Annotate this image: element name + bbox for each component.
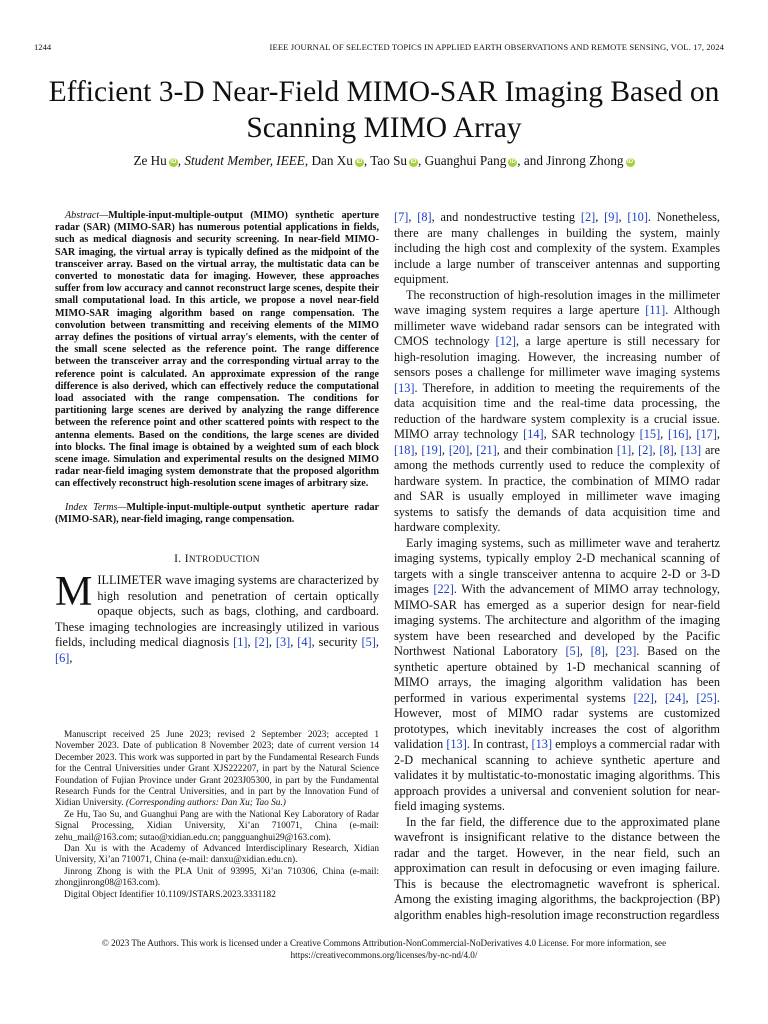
abstract [55, 210, 379, 491]
footnote-affiliation: Jinrong Zhong is with the PLA Unit of 93995, Xi’an 710306, China (e-mail: zhongjinrong08@163.com). [55, 866, 379, 889]
citation-link[interactable]: [15] [639, 427, 661, 441]
citation-link[interactable]: [18] [394, 442, 415, 457]
citation-link[interactable]: [22] [633, 690, 654, 705]
index-terms-text: Multiple-input-multiple-output synthetic aperture radar (MIMO-SAR), near-field imaging, range compensation. [55, 501, 379, 525]
citation-link[interactable]: [9] [604, 210, 619, 224]
citation-link[interactable]: [16] [668, 427, 689, 441]
body-paragraph: The reconstruction of high-resolution images in the millimeter wave imaging system requires a large aperture [11]. Although millimeter wave wideband radar sensors can be integrated with CMOS technology [12], a large aperture is still necessary for high-resolution imaging. However, the increasing number of sensors poses a challenge for millimeter wave imaging systems [13]. Therefore, in addition to meeting the requirements of the data acquisition time and the real-time data processing, the reduction of the hardware system complexity is a crucial issue. MIMO array technology [14], SAR technology [15], [16], [17], [18], [19], [20], [21], and their combination [1], [2], [8], [13] are among the methods currently used to reduce the complexity of hardware system. In practice, the combination of MIMO radar and SAR is usually employed in millimeter wave imaging systems to satisfy the demands of data acquisition time and hardware complexity. [394, 287, 720, 534]
citation-link[interactable]: [17] [696, 427, 717, 441]
citation-link[interactable]: [2] [638, 442, 653, 457]
footnotes [55, 730, 379, 901]
citation-link[interactable]: [6] [55, 650, 70, 665]
left-column [55, 210, 379, 666]
citation-link[interactable]: [25] [696, 690, 717, 705]
citation-link[interactable]: [10] [627, 210, 648, 224]
body-paragraph: [7], [8], and nondestructive testing [2], [9], [10]. Nonetheless, there are many challenges in building the system, mainly including the high cost and complexity of the system. Examples include a large number of transceiver antennas and supporting equipment. [394, 210, 720, 286]
citation-link[interactable]: [2] [580, 210, 596, 224]
citation-link[interactable]: [13] [680, 442, 702, 457]
citation-link[interactable]: [8] [590, 644, 605, 658]
citation-link[interactable]: [13] [531, 737, 553, 751]
orcid-icon[interactable]: iD [356, 159, 363, 165]
citation-link[interactable]: [21] [476, 442, 497, 457]
citation-link[interactable]: [24] [664, 690, 686, 705]
body-paragraph: In the far field, the difference due to the approximated plane wavefront is insignificant relative to the distance between the radar and the target. However, in the near field, such an approximation can result in defocusing or even imaging failure. This is because the electromagnetic wavefront is spherical. Among the existing imaging algorithms, the backprojection (BP) algorithm enables high-resolution image reconstruction regardless [394, 814, 720, 922]
intro-paragraph: MILLIMETER wave imaging systems are characterized by high resolution and penetration of certain optically opaque objects, such as bags, clothing, and cardboard. These imaging technologies are increasingly utilized in various fields, including medical diagnosis [1], [2], [3], [4], security [5], [6], [55, 569, 379, 665]
citation-link[interactable]: [13] [446, 737, 467, 751]
citation-link[interactable]: [13] [394, 380, 415, 395]
author-name: Dan Xu [311, 153, 353, 168]
author-name: Guanghui Pang [424, 153, 507, 168]
abstract-label: Abstract— [65, 210, 109, 221]
citation-link[interactable]: [5] [361, 635, 376, 650]
citation-link[interactable]: [11] [645, 303, 666, 317]
citation-link[interactable]: [23] [615, 644, 637, 658]
citation-link[interactable]: [5] [565, 644, 580, 658]
author-membership: , Student Member, IEEE [177, 153, 305, 168]
index-terms-label: Index Terms— [65, 501, 127, 513]
citation-link[interactable]: [20] [448, 442, 470, 457]
footnote-affiliation: Dan Xu is with the Academy of Advanced Interdisciplinary Research, Xidian University, Xi’an 710071, China (e-mail: danxu@xidian.edu.cn). [55, 844, 379, 866]
paper-title: Efficient 3-D Near-Field MIMO-SAR Imaging Based on Scanning MIMO Array [48, 76, 720, 144]
page-number: 1244 [34, 42, 52, 52]
citation-link[interactable]: [14] [523, 427, 544, 441]
citation-link[interactable]: [2] [254, 635, 269, 650]
author-name: Tao Su [370, 153, 408, 168]
license-text: © 2023 The Authors. This work is licensed under a Creative Commons Attribution-NonCommercial-NoDerivatives 4.0 License. For more information, see [101, 938, 667, 948]
body-paragraph: Early imaging systems, such as millimeter wave and terahertz imaging systems, typically employ 2-D mechanical scanning of targets with a single transceiver antenna to acquire 2-D or 3-D images [22]. With the advancement of MIMO array technology, MIMO-SAR has emerged as a superior design for near-field imaging systems. The architecture and algorithm of the imaging system have been researched and developed by the Pacific Northwest National Laboratory [5], [8], [23]. Based on the synthetic aperture obtained by 1-D mechanical scanning of MIMO arrays, the imaging algorithm validation has been performed in various experimental systems [22], [24], [25]. However, most of MIMO radar systems are customized prototypes, which inevitably increases the cost of algorithm validation [13]. In contrast, [13] employs a commercial radar with 2-D mechanical scanning to achieve synthetic aperture and validates it by multistatic-to-monostatic imaging algorithms. This approach provides a universal and convenient solution for near-field imaging systems. [394, 535, 721, 813]
citation-link[interactable]: [1] [616, 442, 632, 457]
citation-link[interactable]: [7] [394, 210, 409, 224]
license-url[interactable]: https://creativecommons.org/licenses/by-nc-nd/4.0/ [290, 949, 478, 960]
corresponding-authors: (Corresponding authors: Dan Xu; Tao Su.) [125, 798, 286, 809]
citation-link[interactable]: [19] [421, 442, 442, 457]
orcid-icon[interactable]: iD [509, 159, 516, 165]
drop-cap: M [55, 569, 93, 616]
footnote-manuscript: Manuscript received 25 June 2023; revised 2 September 2023; accepted 1 November 2023. Date of publication 8 November 2023; date of current version 14 December 2023. This work was supported in part by the Fundamental Research Funds for the Central Universities under Grant XJS222207, in part by the Natural Science Foundation of Fujian Province under Grant 2023J05300, in part by the Fundamental Research Funds for the Central Universities, and in part by the Innovation Fund of Xidian University. (Corresponding authors: Dan Xu; Tao Su.) [55, 730, 379, 809]
citation-link[interactable]: [3] [275, 635, 291, 650]
citation-link[interactable]: [1] [233, 635, 248, 650]
author-name: Jinrong Zhong [546, 153, 624, 168]
orcid-icon[interactable]: iD [627, 159, 634, 165]
citation-link[interactable]: [22] [433, 582, 454, 596]
citation-link[interactable]: [12] [495, 334, 517, 348]
citation-link[interactable]: [8] [417, 210, 432, 224]
orcid-icon[interactable]: iD [410, 159, 417, 165]
right-column [394, 210, 720, 923]
index-terms [55, 502, 379, 526]
footnote-doi: Digital Object Identifier 10.1109/JSTARS.2023.3331182 [64, 889, 276, 900]
citation-link[interactable]: [8] [659, 442, 674, 457]
abstract-text: Multiple-input-multiple-output (MIMO) synthetic aperture radar (SAR) (MIMO-SAR) has numerous potential applications in fields, such as medical diagnosis and security screening. In near-field MIMO-SAR imaging, the virtual array is typically defined as the midpoint of the transceiver array. Based on the virtual array, the multistatic data can be converted to monostatic data for imaging. However, these approaches suffer from low accuracy and cannot reconstruct large scenes, despite their small computational load. In this article, we propose a novel near-field MIMO-SAR imaging algorithm based on range compensation. The convolution between transmitting and receiving elements of the MIMO array defines the positions of virtual array's elements, with the center of the small scene selected as the reference point. The range difference between the transceiver array and the corresponding virtual array to the reference point is calculated. An approximate expression of the range difference is also derived, which can effectively reduce the computational load associated with the range compensation. The conditions for partitioning large scenes are derived by analyzing the range difference between the reference point and other scattered points with respect to the antenna elements. Based on the conditions, the large scenes are divided into blocks. The final image is obtained by a weighted sum of each block scene image. Simulation and experimental results on the designed MIMO radar near-field imaging system demonstrate that the proposed algorithm can effectively reconstruct high-resolution scene images of arbitrary size. [55, 210, 379, 490]
journal-name: IEEE JOURNAL OF SELECTED TOPICS IN APPLIED EARTH OBSERVATIONS AND REMOTE SENSING, VOL. 17, 2024 [269, 42, 724, 52]
license-notice [34, 938, 734, 961]
orcid-icon[interactable]: iD [170, 159, 177, 165]
footnote-affiliation: Ze Hu, Tao Su, and Guanghui Pang are with the National Key Laboratory of Radar Signal Processing, Xidian University, Xi’an 710071, China (e-mail: zehu_mail@163.com; sutao@xidian.edu.cn; pangguanghui29@163.com). [55, 809, 379, 843]
section-heading: I. INTRODUCTION [174, 552, 260, 566]
author-line: Ze Hu iD , Student Member, IEEE, Dan Xu iD , Tao Su iD , Guanghui Pang iD , and Jinrong Zhong iD [133, 153, 634, 168]
author-name: Ze Hu [133, 153, 167, 168]
citation-link[interactable]: [4] [297, 635, 312, 650]
